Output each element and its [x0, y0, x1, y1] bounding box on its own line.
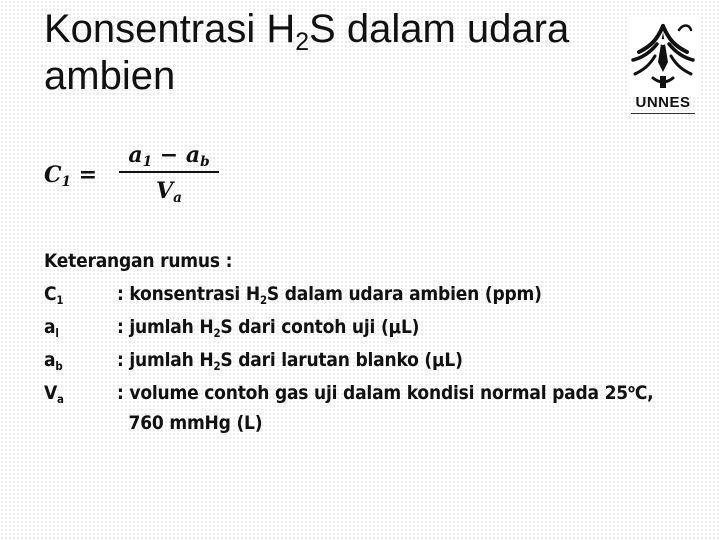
formula-fraction — [119, 140, 219, 206]
legend-symbol: $a_b$ — [44, 349, 63, 373]
legend-row-a1 — [44, 312, 684, 345]
legend-row-ab — [44, 345, 684, 378]
legend-symbol: $V_a$ — [44, 382, 64, 406]
logo-text: UNNES — [635, 94, 691, 111]
legend-heading: Keterangan rumus : — [44, 250, 233, 272]
fraction-bar — [119, 171, 219, 173]
legend-row-c1 — [44, 279, 684, 312]
legend-symbol: $C_1$ — [44, 283, 64, 307]
logo-underline — [631, 113, 695, 114]
slide-title: Konsentrasi $H_2S$ dalam udara ambien — [44, 7, 570, 99]
legend-symbol: $a_l$ — [44, 316, 59, 340]
formula-legend — [44, 246, 684, 446]
legend-row-va — [44, 378, 684, 446]
legend-description: : jumlah $H_2S$ dari contoh uji (μL) — [117, 316, 420, 340]
legend-description: : volume contoh gas uji dalam kondisi normal pada 25$^o$C, 760 mmHg (L) — [117, 381, 654, 434]
legend-description: : jumlah $H_2S$ dari larutan blanko (μL) — [117, 349, 463, 373]
unnes-logo-icon — [627, 16, 699, 96]
unnes-logo — [627, 16, 699, 116]
formula-lhs: $C_1$ = — [44, 162, 98, 191]
formula-denominator: $V_a$ — [156, 177, 182, 206]
legend-description: : konsentrasi $H_2S$ dalam udara ambien (ppm) — [117, 283, 542, 307]
formula-numerator: $a_1 - a_b$ — [128, 142, 210, 171]
